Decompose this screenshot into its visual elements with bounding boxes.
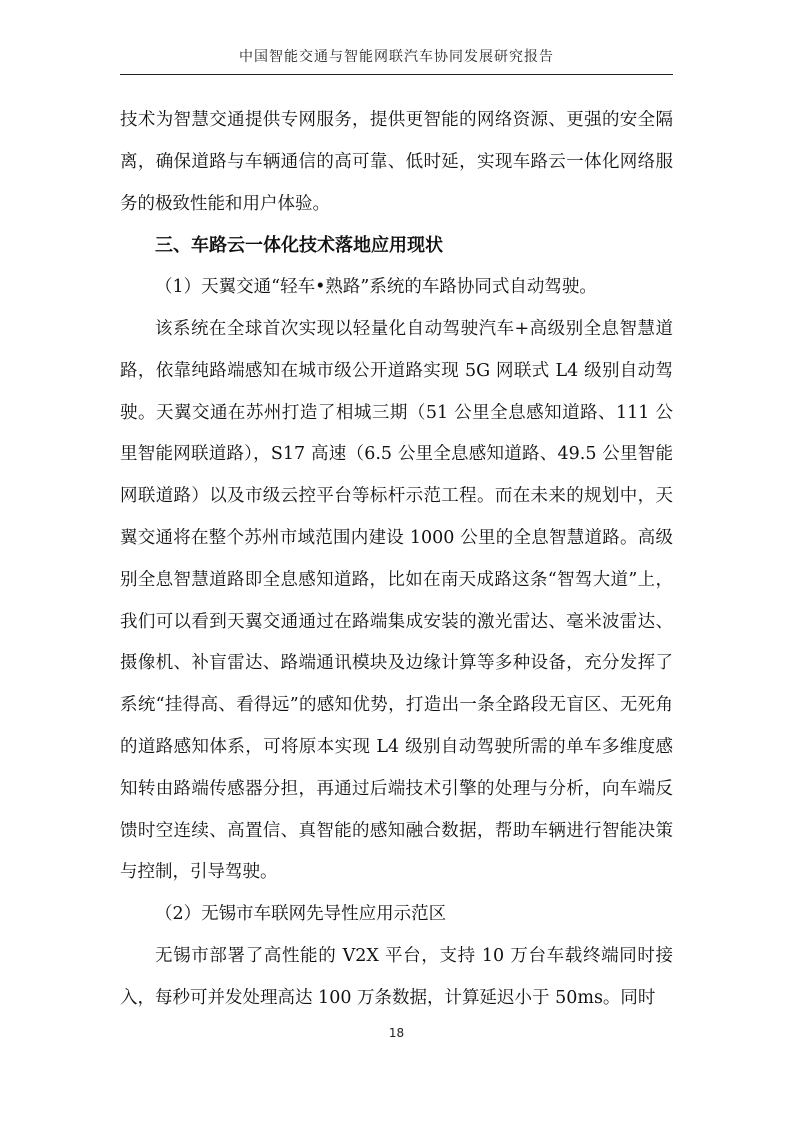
sub-heading-1: （1）天翼交通“轻车•熟路”系统的车路协同式自动驾驶。 [155,277,597,298]
paragraph-1: 该系统在全球首次实现以轻量化自动驾驶汽车+高级别全息智慧道路，依靠纯路端感知在城市级公开道路实现 5G 网联式 L4 级别自动驾驶。天翼交通在苏州打造了相城三期（51 公里全息感知道路、111 公里智能网联道路），S17 高速（6.5 公里全息感知道路、49.5 公里智能网联道路）以及市级云控平台等标杆示范工程。而在未来的规划中，天翼交通将在整个苏州市域范围内建设 1000 公里的全息智慧道路。高级别全息智慧道路即全息感知道路，比如在南天成路这条“智驾大道”上，我们可以看到天翼交通通过在路端集成安装的激光雷达、毫米波雷达、摄像机、补盲雷达、路端通讯模块及边缘计算等多种设备，充分发挥了系统“挂得高、看得远”的感知优势，打造出一条全路段无盲区、无死角的道路感知体系，可将原本实现 L4 级别自动驾驶所需的单车多维度感知转由路端传感器分担，再通过后端技术引擎的处理与分析，向车端反馈时空连续、高置信、真智能的感知融合数据，帮助车辆进行智能决策与控制，引导驾驶。 [120,318,673,883]
page-number: 18 [388,1026,405,1040]
header-rule [120,74,673,75]
paragraph-2: 无锡市部署了高性能的 V2X 平台，支持 10 万台车载终端同时接入，每秒可并发处理高达 100 万条数据，计算延迟小于 50ms。同时 [120,945,673,1008]
sub-heading-2: （2）无锡市车联网先导性应用示范区 [155,904,447,925]
body-text [120,100,673,1020]
continued-paragraph: 技术为智慧交通提供专网服务，提供更智能的网络资源、更强的安全隔离，确保道路与车辆通信的高可靠、低时延，实现车路云一体化网络服务的极致性能和用户体验。 [120,110,673,214]
section-heading: 三、车路云一体化技术落地应用现状 [155,235,443,257]
running-header: 中国智能交通与智能网联汽车协同发展研究报告 [239,49,554,65]
